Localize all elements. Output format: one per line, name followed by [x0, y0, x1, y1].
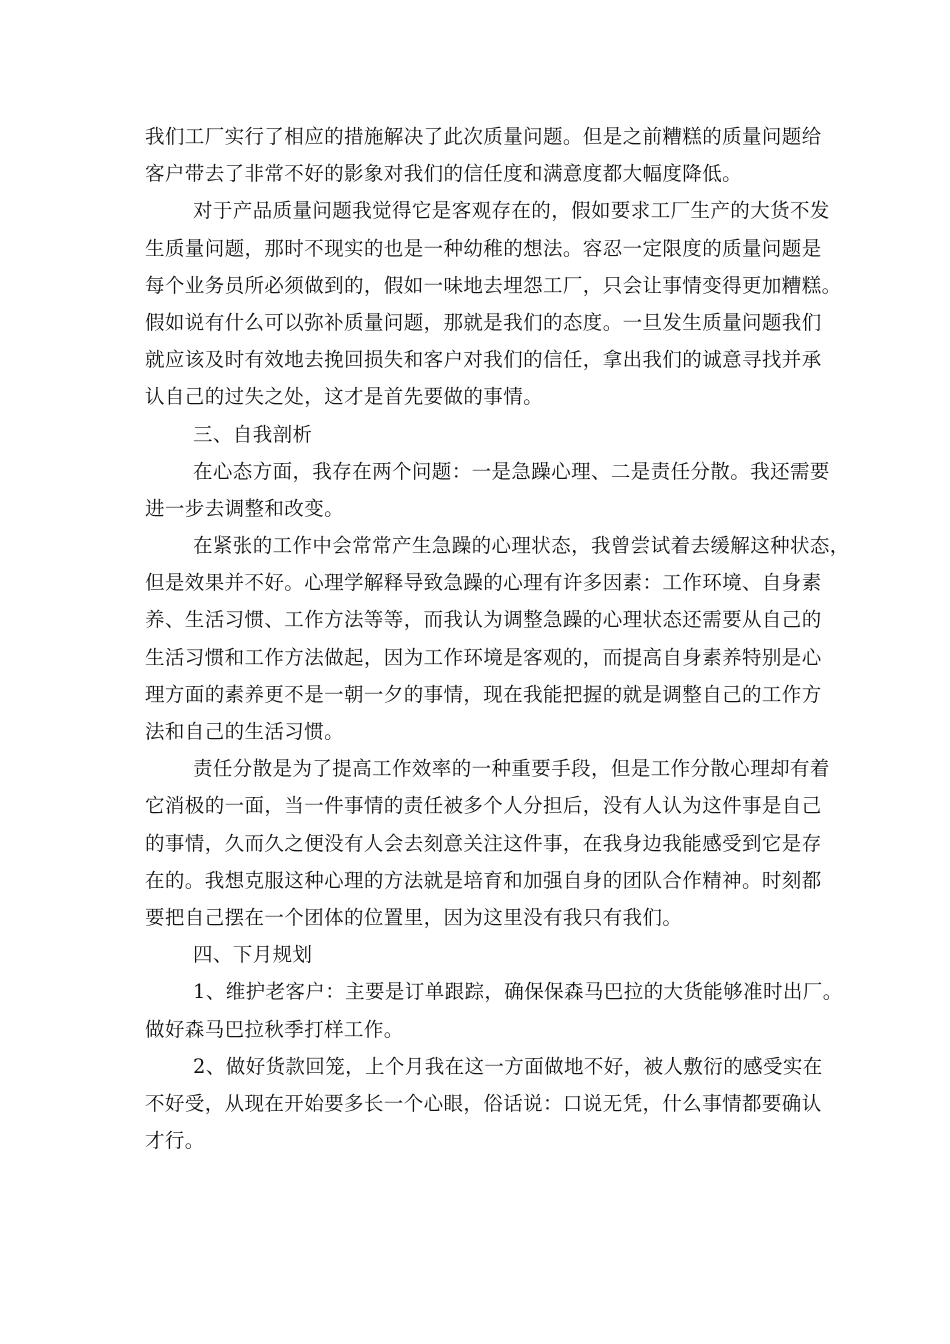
- text-line: 我们工厂实行了相应的措施解决了此次质量问题。但是之前糟糕的质量问题给: [145, 125, 822, 148]
- text-line: 生活习惯和工作方法做起，因为工作环境是客观的，而提高自身素养特别是心: [145, 645, 822, 669]
- text-line: 但是效果并不好。心理学解释导致急躁的心理有许多因素：工作环境、自身素: [145, 571, 822, 595]
- text-line: 对于产品质量问题我觉得它是客观存在的，假如要求工厂生产的大货不发: [193, 199, 830, 223]
- text-line: 进一步去调整和改变。: [145, 496, 345, 520]
- text-line: 每个业务员所必须做到的，假如一味地去埋怨工厂，只会让事情变得更加糟糕。: [145, 273, 842, 297]
- text-line: 在的。我想克服这种心理的方法就是培育和加强自身的团队合作精神。时刻都: [145, 868, 822, 892]
- text-line: 不好受，从现在开始要多长一个心眼，俗话说：口说无凭，什么事情都要确认: [145, 1091, 822, 1115]
- text-line: 三、自我剖析: [193, 422, 313, 446]
- document-body: [145, 118, 850, 1159]
- text-line: 在心态方面，我存在两个问题：一是急躁心理、二是责任分散。我还需要: [193, 459, 830, 483]
- text-line: 法和自己的生活习惯。: [145, 720, 345, 743]
- text-line: 要把自己摆在一个团体的位置里，因为这里没有我只有我们。: [145, 905, 683, 929]
- text-line: 生质量问题，那时不现实的也是一种幼稚的想法。容忍一定限度的质量问题是: [145, 236, 822, 260]
- text-line: 做好森马巴拉秋季打样工作。: [145, 1017, 404, 1041]
- text-line: 四、下月规划: [193, 943, 313, 967]
- text-line: 的事情，久而久之便没有人会去刻意关注这件事，在我身边我能感受到它是存: [145, 831, 822, 855]
- text-line: 就应该及时有效地去挽回损失和客户对我们的信任，拿出我们的诚意寻找并承: [145, 348, 822, 372]
- text-line: 1、维护老客户：主要是订单跟踪，确保保森马巴拉的大货能够准时出厂。: [193, 980, 843, 1004]
- text-line: 假如说有什么可以弥补质量问题，那就是我们的态度。一旦发生质量问题我们: [145, 310, 822, 334]
- text-line: 客户带去了非常不好的影象对我们的信任度和满意度都大幅度降低。: [145, 162, 743, 186]
- text-line: 才行。: [145, 1129, 205, 1153]
- text-line: 在紧张的工作中会常常产生急躁的心理状态，我曾尝试着去缓解这种状态，: [193, 534, 850, 558]
- text-line: 养、生活习惯、工作方法等等，而我认为调整急躁的心理状态还需要从自己的: [145, 608, 822, 632]
- text-line: 2、做好货款回笼，上个月我在这一方面做地不好，被人敷衍的感受实在: [193, 1054, 823, 1078]
- text-line: 认自己的过失之处，这才是首先要做的事情。: [145, 385, 544, 409]
- text-line: 理方面的素养更不是一朝一夕的事情，现在我能把握的就是调整自己的工作方: [145, 682, 822, 706]
- text-line: 它消极的一面，当一件事情的责任被多个人分担后，没有人认为这件事是自己: [145, 794, 822, 818]
- text-line: 责任分散是为了提高工作效率的一种重要手段，但是工作分散心理却有着: [193, 757, 830, 781]
